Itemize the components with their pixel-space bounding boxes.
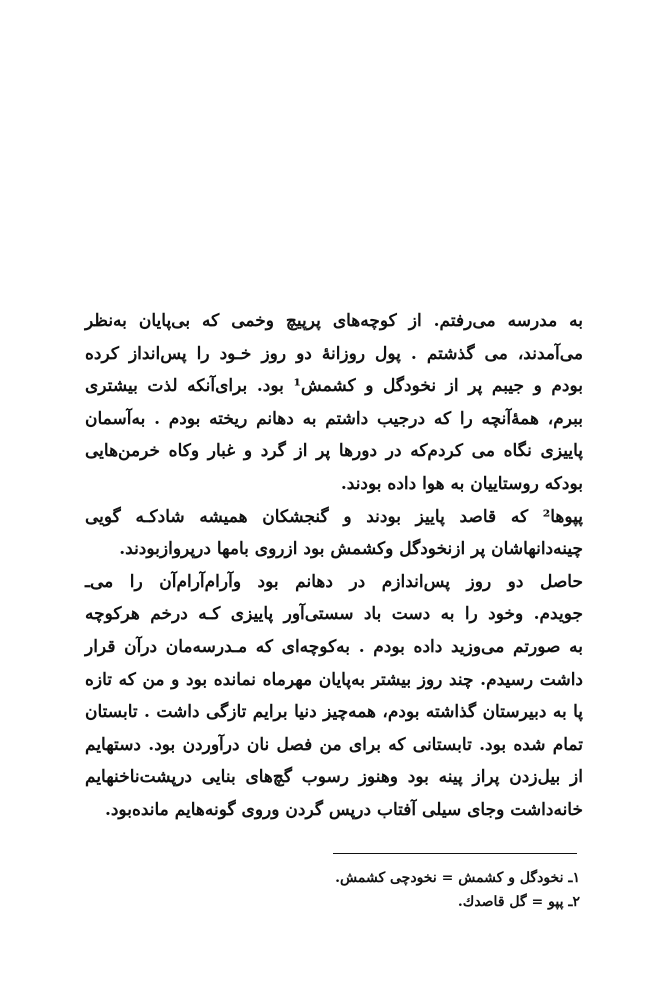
footnotes [280,866,580,914]
text-line: پاییزی نگاه می کردم‌که در دورها پر از گرد و غبار وکاه خرمن‌هایی [85,441,583,462]
text-line: پپوها² که قاصد پاییز بودند و گنجشکان همیشه شادکـه گویی [85,506,583,527]
body-text [85,305,583,827]
text-line: ببرم، همهٔ‌آنچه را که درجیب داشتم به دهانم ریخته بودم . به‌آسمان [85,408,583,429]
text-line: به صورتم می‌وزید داده بودم . به‌کوچه‌ای که مـدرسه‌مان درآن قرار [85,636,583,657]
text-line: چینه‌دانهاشان پر ازنخودگل وکشمش بود ازروی بامها درپروازبودند. [119,539,583,560]
text-line: تمام شده بود. تابستانی که برای من فصل نان درآوردن بود. دستهایم [85,734,583,755]
text-line: بودکه روستاییان به هوا داده بودند. [340,473,583,494]
text-line: حاصل دو روز پس‌اندازم در دهانم بود وآرام‌آرام‌آن را می‌ـ [85,571,583,592]
text-line: از بیل‌زدن پراز پینه بود وهنوز رسوب گچ‌های بنایی درپشت‌ناخنهایم [85,767,583,788]
text-line: خانه‌داشت وجای سیلی آفتاب درپس گردن وروی گونه‌هایم مانده‌بود. [104,799,583,820]
footnote-divider [333,853,577,854]
text-line: پا به دبیرستان گذاشته بودم، همه‌چیز دنیا برایم تازگی داشت . تابستان [85,702,583,723]
text-line: داشت رسیدم. چند روز بیشتر به‌پایان مهرماه نمانده بود و من که تازه [85,669,583,690]
text-line: بودم و جیبم پر از نخودگل و کشمش¹ بود. برای‌آنکه لذت بیشتری [85,376,583,397]
footnote-2: ۲ـ پپو = گل قاصدك. [457,894,580,910]
footnote-1: ۱ـ نخودگل و کشمش = نخودچی کشمش. [335,870,580,886]
text-line: به مدرسه می‌رفتم. از کوچه‌های پرپیچ وخمی که بی‌پایان به‌نظر [85,311,583,331]
text-line: جویدم. وخود را به دست باد سستی‌آور پاییزی کـه درخم هرکوچه [85,604,583,625]
text-line: می‌آمدند، می گذشتم . پول روزانهٔ دو روز خـود را پس‌انداز کرده [85,343,583,364]
